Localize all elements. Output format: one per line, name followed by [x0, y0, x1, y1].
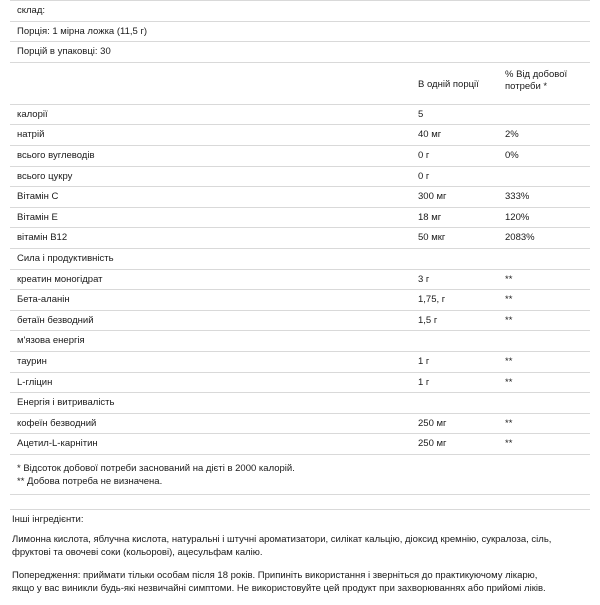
- table-row: [10, 146, 590, 167]
- nutrient-daily-value: 0%: [505, 149, 519, 161]
- nutrient-name: L-гліцин: [17, 376, 53, 388]
- warning-line: Попередження: приймати тільки особам після 18 років. Припиніть використання і зверніться до практикуючому лікарю,: [12, 570, 538, 581]
- table-row: [10, 434, 590, 455]
- nutrient-name: таурин: [17, 355, 47, 367]
- table-row: [10, 167, 590, 188]
- nutrient-name: Бета-аланін: [17, 294, 70, 306]
- nutrient-amount: 250 мг: [418, 438, 447, 450]
- nutrient-amount: 1,5 г: [418, 314, 438, 326]
- footnote-daily-value: * Відсоток добової потреби заснований на дієті в 2000 калорій.: [17, 463, 295, 474]
- serving-size: Порція: 1 мірна ложка (11,5 г): [17, 25, 148, 37]
- nutrient-name: креатин моногідрат: [17, 273, 103, 285]
- supplement-facts-table: [10, 0, 590, 455]
- nutrient-name: Енергія і витривалість: [17, 397, 115, 409]
- nutrient-daily-value: **: [505, 294, 513, 306]
- serving-size-row: [10, 22, 590, 43]
- table-row: [10, 373, 590, 394]
- nutrient-name: кофеїн безводний: [17, 417, 97, 429]
- warning-text: [12, 569, 592, 595]
- table-row: [10, 311, 590, 332]
- servings-per-container: Порцій в упаковці: 30: [17, 46, 111, 58]
- table-row: [10, 270, 590, 291]
- nutrient-daily-value: 120%: [505, 211, 530, 223]
- nutrient-daily-value: **: [505, 438, 513, 450]
- nutrient-amount: 1 г: [418, 376, 430, 388]
- nutrient-name: всього цукру: [17, 170, 73, 182]
- footnotes: [17, 462, 295, 488]
- table-row: [10, 125, 590, 146]
- nutrient-daily-value: **: [505, 355, 513, 367]
- nutrient-name: калорії: [17, 108, 48, 120]
- nutrient-daily-value: **: [505, 417, 513, 429]
- nutrient-amount: 50 мкг: [418, 232, 446, 244]
- nutrient-amount: 18 мг: [418, 211, 442, 223]
- nutrient-name: м'язова енергія: [17, 335, 85, 347]
- nutrient-name: Вітамін Е: [17, 211, 58, 223]
- other-ingredients-text: [12, 533, 592, 559]
- nutrient-name: Вітамін С: [17, 191, 59, 203]
- nutrient-amount: 0 г: [418, 149, 430, 161]
- nutrient-name: Сила і продуктивність: [17, 252, 114, 264]
- divider: [10, 509, 590, 510]
- nutrient-rows: [10, 105, 590, 455]
- nutrient-name: вітамін В12: [17, 232, 68, 244]
- nutrient-amount: 1,75, г: [418, 294, 446, 306]
- table-row: [10, 414, 590, 435]
- table-row: [10, 208, 590, 229]
- other-ingredients-section: [12, 513, 592, 605]
- table-row: [10, 105, 590, 126]
- nutrient-name: всього вуглеводів: [17, 149, 95, 161]
- column-header-row: [10, 63, 590, 105]
- other-ingredients-title: Інші інгредієнти:: [12, 514, 84, 525]
- table-row: [10, 290, 590, 311]
- nutrient-amount: 300 мг: [418, 191, 447, 203]
- nutrient-daily-value: 2083%: [505, 232, 535, 244]
- nutrient-amount: 5: [418, 108, 424, 120]
- nutrient-name: натрій: [17, 129, 45, 141]
- nutrient-daily-value: 2%: [505, 129, 519, 141]
- heading: склад:: [17, 5, 46, 16]
- table-row: [10, 393, 590, 414]
- nutrient-amount: 3 г: [418, 273, 430, 285]
- table-row: [10, 352, 590, 373]
- table-row: [10, 228, 590, 249]
- table-row: [10, 187, 590, 208]
- table-heading-row: [10, 0, 590, 22]
- nutrient-amount: 1 г: [418, 355, 430, 367]
- nutrient-daily-value: **: [505, 314, 513, 326]
- nutrient-name: Ацетил-L-карнітин: [17, 438, 98, 450]
- nutrient-amount: 0 г: [418, 170, 430, 182]
- ingredients-line: Лимонна кислота, яблучна кислота, натуральні і штучні ароматизатори, силікат кальцію, діоксид кремнію, сукралоза, сіль,: [12, 534, 552, 545]
- nutrient-name: бетаїн безводний: [17, 314, 94, 326]
- nutrient-amount: 40 мг: [418, 129, 442, 141]
- column-header-amount: В одній порції: [418, 78, 479, 90]
- column-header-daily-value: % Від добової потреби *: [505, 68, 568, 92]
- table-row: [10, 331, 590, 352]
- table-row: [10, 249, 590, 270]
- nutrient-daily-value: 333%: [505, 191, 530, 203]
- footnote-not-established: ** Добова потреба не визначена.: [17, 476, 163, 487]
- nutrient-daily-value: **: [505, 376, 513, 388]
- nutrient-daily-value: **: [505, 273, 513, 285]
- warning-line: якщо у вас виникли будь-які незвичайні симптоми. Не використовуйте цей продукт при захворюваннях або прийомі ліків.: [12, 583, 546, 594]
- divider: [10, 494, 590, 495]
- servings-per-container-row: [10, 42, 590, 63]
- nutrient-amount: 250 мг: [418, 417, 447, 429]
- ingredients-line: фруктові та овочеві соки (кольорові), ацесульфам калію.: [12, 547, 263, 558]
